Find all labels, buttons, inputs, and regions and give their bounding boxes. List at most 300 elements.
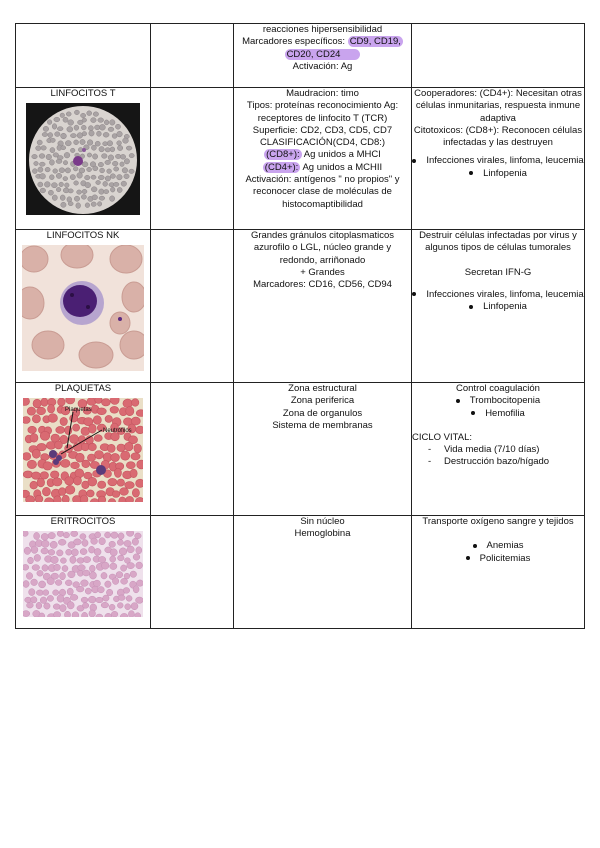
cycle-title: CICLO VITAL: [412,431,473,443]
function-text: Secretan IFN-G [464,266,532,278]
cell-shape [50,541,57,548]
cell-shape [48,133,53,138]
list-item: - Vida media (7/10 días) [428,444,584,456]
cell-shape [34,161,39,165]
cell-shape [82,603,88,609]
cell-shape [87,167,92,171]
cell-shape [54,564,61,570]
cell-shape [41,540,49,547]
cell-shape [136,562,143,569]
cell-shape [23,471,32,478]
cell-shape [105,148,110,152]
cell-shape [105,176,110,181]
function-cell [412,383,585,516]
cell-shape [57,127,63,131]
cell-shape [49,175,54,180]
cell-shape [118,533,124,540]
cell-shape [43,462,52,470]
cell-shape [107,141,113,146]
cell-shape [126,146,132,150]
list-item [412,168,584,180]
empty-cell [151,516,234,629]
text-line [234,36,411,48]
table-row-continuation [16,24,585,88]
description-cell [234,24,412,88]
cell-shape [70,435,79,444]
cell-shape [110,406,119,413]
cell-shape [105,415,112,422]
cell-shape [97,202,101,207]
cell-shape [133,554,140,560]
cell-shape [80,139,85,144]
cell-shape [44,603,50,609]
cell-shape [57,550,64,556]
cell-shape [40,597,47,604]
neutrofilos-image-label: Neutrófilos [103,428,132,434]
cell-shape [74,477,82,486]
highlighted-cd8: (CD8+): [266,149,300,161]
bullet-icon [412,159,416,163]
cell-shape [60,572,66,579]
cell-shape [130,469,137,478]
cell-shape [95,451,104,459]
cell-shape [123,138,129,143]
cell-shape [96,597,103,603]
cell-shape [61,146,66,150]
cell-shape [91,145,96,150]
text-line: Activación: antígenos " no propios" y [245,174,400,186]
function-text: Citotoxicos: (CD8+): Reconocen células infectadas y las destruyen [413,124,583,149]
cell-shape [131,603,138,610]
cell-shape [88,443,96,451]
cell-shape [51,556,59,563]
name-cell [16,230,151,383]
cell-shape [23,417,30,424]
cell-shape [124,174,129,179]
cell-shape [89,546,95,553]
pathology-list [412,289,584,314]
cell-shape [88,596,96,603]
empty-cell [151,230,234,383]
cell-shape [107,444,115,452]
cell-shape [63,532,69,538]
cell-shape [136,426,143,434]
cell-shape [32,169,37,174]
text-span: Marcadores específicos: [242,36,348,48]
function-cell [412,230,585,383]
cell-shape [121,565,127,571]
cell-shape [74,140,79,145]
cell-shape [33,399,41,408]
cell-shape [66,398,75,404]
cell-shape [73,167,78,171]
cell-shape [27,460,36,468]
cell-shape [97,131,102,136]
text-span: Ag unidos a MCHII [300,161,383,173]
description-cell [234,516,412,629]
cell-shape [119,548,127,555]
text-paragraph: Grandes gránulos citoplasmaticos azurofilo o LGL, núcleo grande y redondo, arriñonado [250,230,395,266]
name-cell [16,24,151,88]
cell-shape [40,174,46,180]
cell-shape [133,586,139,593]
cell-shape [110,174,115,179]
cell-shape [55,132,60,137]
cell-shape [58,539,66,545]
list-item [412,395,584,407]
cell-shape [123,588,130,594]
cell-shape [81,113,86,117]
cell-shape [88,477,97,486]
cell-shape [65,183,70,188]
cell-shape [65,141,71,146]
cell-shape [93,112,98,117]
cell-shape [31,579,38,586]
cell-shape [121,181,127,186]
cell-shape [62,565,68,571]
cell-shape [79,168,85,173]
cell-shape [41,533,48,540]
cell-shape [105,613,112,617]
cell-shape [97,408,106,415]
cell-shape [114,468,121,477]
cell-shape [40,188,46,193]
cell-shape [115,124,120,129]
cell-type-name: PLAQUETAS [54,383,112,394]
cell-shape [110,196,115,202]
bullet-icon [456,399,460,403]
list-item-text: Linfopenia [483,301,527,313]
cell-shape [34,554,41,561]
cell-shape [68,571,75,578]
cell-shape [117,141,122,146]
cell-shape [77,190,82,194]
cell-shape [89,131,94,137]
list-item-text: Trombocitopenia [469,395,541,407]
cell-shape [36,590,43,596]
description-cell [234,383,412,516]
cell-shape [81,125,86,130]
cell-shape [55,441,63,449]
cell-shape [87,153,92,157]
cell-shape [65,580,72,586]
cell-shape [74,181,79,185]
list-item-text: Anemias [486,540,524,552]
function-cell [412,24,585,88]
cycle-list [412,444,584,469]
cell-shape [74,539,82,545]
cell-shape [39,581,46,588]
highlighted-cd4: (CD4+): [264,161,299,173]
cell-shape [31,597,37,603]
cell-shape [48,405,55,413]
text-line [234,149,411,161]
cell-shape [110,563,117,570]
table-row-eritrocitos [16,516,585,629]
cell-shape [39,613,45,617]
cell-shape [121,578,128,584]
cell-shape [82,612,88,617]
cell-shape [88,126,93,131]
cell-shape [32,565,40,571]
cell-shape [121,451,130,460]
cell-shape [74,110,79,115]
text-line [234,49,411,61]
cell-shape [43,126,49,131]
cell-shape [23,531,28,536]
cell-shape [126,462,135,469]
cell-shape [134,444,142,453]
cell-shape [78,436,85,444]
text-line: receptores de linfocito T (TCR) [257,112,388,124]
empty-cell [151,88,234,230]
text-line: Superficie: CD2, CD3, CD5, CD7 [252,124,393,136]
bullet-icon [412,292,416,296]
text-line: Sistema de membranas [272,419,373,431]
cell-shape [82,118,87,122]
cell-shape [76,453,85,462]
cell-shape [103,181,108,186]
cell-shape [85,182,91,187]
text-line: CLASIFICACIÓN(CD4, CD8:) [259,137,386,149]
cell-shape [61,459,70,467]
cell-shape [71,531,78,537]
cell-shape [126,531,133,536]
cell-shape [131,453,140,460]
cell-shape [101,602,109,608]
cell-shape [108,127,114,131]
text-line: Zona de organulos [282,407,363,419]
table-row-linfocitos-t [16,88,585,230]
cell-shape [117,131,123,137]
list-item: - Destrucción bazo/hígado [428,456,584,468]
cell-shape [73,424,80,431]
cell-shape [94,435,102,442]
cell-shape [39,162,45,166]
cell-shape [103,132,109,137]
function-cell [412,88,585,230]
cell-shape [102,399,111,406]
cell-shape [81,597,88,603]
cell-shape [90,572,97,579]
cell-shape [111,453,120,461]
cell-shape [132,399,139,407]
cell-shape [54,496,62,502]
description-cell [234,88,412,230]
cell-shape [53,478,62,486]
list-item-text: Infecciones virales, linfoma, leucemia [426,155,584,167]
cell-shape [126,407,134,416]
cell-shape [95,398,102,403]
cell-shape [57,531,63,537]
cell-shape [112,578,118,585]
cell-shape [29,589,35,596]
text-line: reacciones hipersensibilidad [262,24,383,35]
cell-shape [80,495,88,502]
cell-shape [137,460,143,469]
cell-shape [23,453,31,461]
blood-cells-table [15,23,585,629]
cell-shape [26,496,35,502]
cell-type-name: LINFOCITOS T [50,88,116,99]
cell-shape [51,183,57,188]
cell-shape [126,496,134,502]
cell-shape [112,161,118,166]
bullet-icon [469,171,473,175]
cell-shape [132,538,138,545]
cell-shape [93,154,98,159]
cell-shape [38,167,43,172]
cell-shape [64,152,70,158]
cell-shape [83,557,91,563]
cell-shape [110,120,115,126]
function-cell [412,516,585,629]
cell-shape [100,168,105,173]
description-cell [234,230,412,383]
cell-shape [60,605,67,612]
cell-shape [50,148,55,153]
cell-shape [70,415,78,423]
cell-shape [125,442,133,451]
cell-shape [61,133,67,139]
cell-shape [32,449,40,458]
function-text: Destruir células infectadas por virus y algunos tipos de células tumorales [419,230,577,254]
cell-shape [70,148,75,152]
cell-shape [126,596,132,602]
cell-shape [99,196,105,200]
cell-shape [117,145,122,150]
cell-shape [37,407,46,415]
name-cell [16,516,151,629]
cell-shape [104,120,109,125]
cell-shape [118,555,125,561]
cell-shape [130,571,137,577]
cell-shape [99,147,104,152]
cell-shape [65,477,74,485]
text-span: Ag unidos a MHCI [301,149,381,161]
cell-shape [91,187,97,192]
cell-type-name: LINFOCITOS NK [46,230,120,241]
cell-shape [23,564,29,570]
cell-shape [127,546,134,553]
cell-shape [48,414,57,423]
text-line: Zona estructural [288,383,357,394]
cell-shape [104,190,109,194]
table-row-linfocitos-nk [16,230,585,383]
cell-shape [82,460,90,468]
cell-shape [101,572,107,579]
cell-shape [52,195,57,201]
cell-shape [39,154,45,159]
cell-shape [136,479,143,487]
cell-shape [95,141,100,146]
cell-shape [52,124,57,130]
cell-shape [99,189,104,194]
cell-shape [92,195,98,200]
cell-shape [120,488,129,496]
cell-shape [27,603,34,609]
cell-shape [56,426,65,433]
list-item [412,408,584,420]
cell-shape [83,570,90,576]
nk-lymphocyte-micrograph [22,245,144,371]
cell-shape [48,532,55,538]
list-item [412,155,584,167]
cell-shape [66,112,71,116]
cell-shape [58,398,66,406]
cell-shape [89,565,95,572]
cell-shape [47,578,54,585]
cell-shape [117,187,122,192]
cell-shape [48,190,53,195]
cell-shape [112,491,120,498]
cell-shape [50,471,59,478]
cell-shape [98,162,103,167]
cell-shape [99,124,105,130]
cell-shape [117,479,125,486]
cell-shape [117,603,123,609]
cell-shape [30,434,38,443]
cell-shape [54,612,61,618]
text-line: Activación: Ag [292,60,353,72]
cell-shape [28,557,34,564]
cell-shape [70,594,78,600]
cell-shape [110,398,119,405]
cell-shape [45,167,50,172]
cell-shape [63,117,68,122]
cell-shape [60,113,65,118]
cell-shape [50,138,55,142]
cell-shape [41,146,46,151]
cell-shape [67,127,73,133]
cell-shape [53,604,60,610]
text-line [234,162,411,174]
cell-shape [72,612,79,617]
pathology-list [412,395,584,420]
cell-shape [64,611,70,617]
cell-shape [81,195,86,200]
list-item-text: Policitemias [479,552,531,564]
text-line: Marcadores: CD16, CD56, CD94 [253,279,392,291]
cell-shape [31,546,38,553]
cell-shape [136,547,142,554]
cell-shape [42,565,48,572]
cell-shape [113,182,119,186]
cell-shape [80,549,87,555]
cell-shape [34,532,40,539]
cell-shape [41,398,48,406]
cell-shape [89,610,96,617]
cell-shape [26,573,32,580]
t-lymphocyte-micrograph [26,103,140,215]
cell-shape [30,481,38,489]
cell-shape [56,187,61,191]
cell-shape [40,431,50,440]
cell-shape [124,540,131,546]
cell-shape [85,175,90,180]
text-line: reconocer clase de moléculas de [253,186,392,198]
cell-shape [78,565,86,571]
cell-shape [106,589,112,596]
cell-shape [136,597,144,603]
cell-shape [124,159,129,164]
cell-shape [87,140,93,146]
cell-shape [76,203,81,209]
cell-shape [98,481,106,488]
cell-shape [56,159,62,163]
cell-shape [32,415,40,423]
cell-shape [23,581,29,588]
